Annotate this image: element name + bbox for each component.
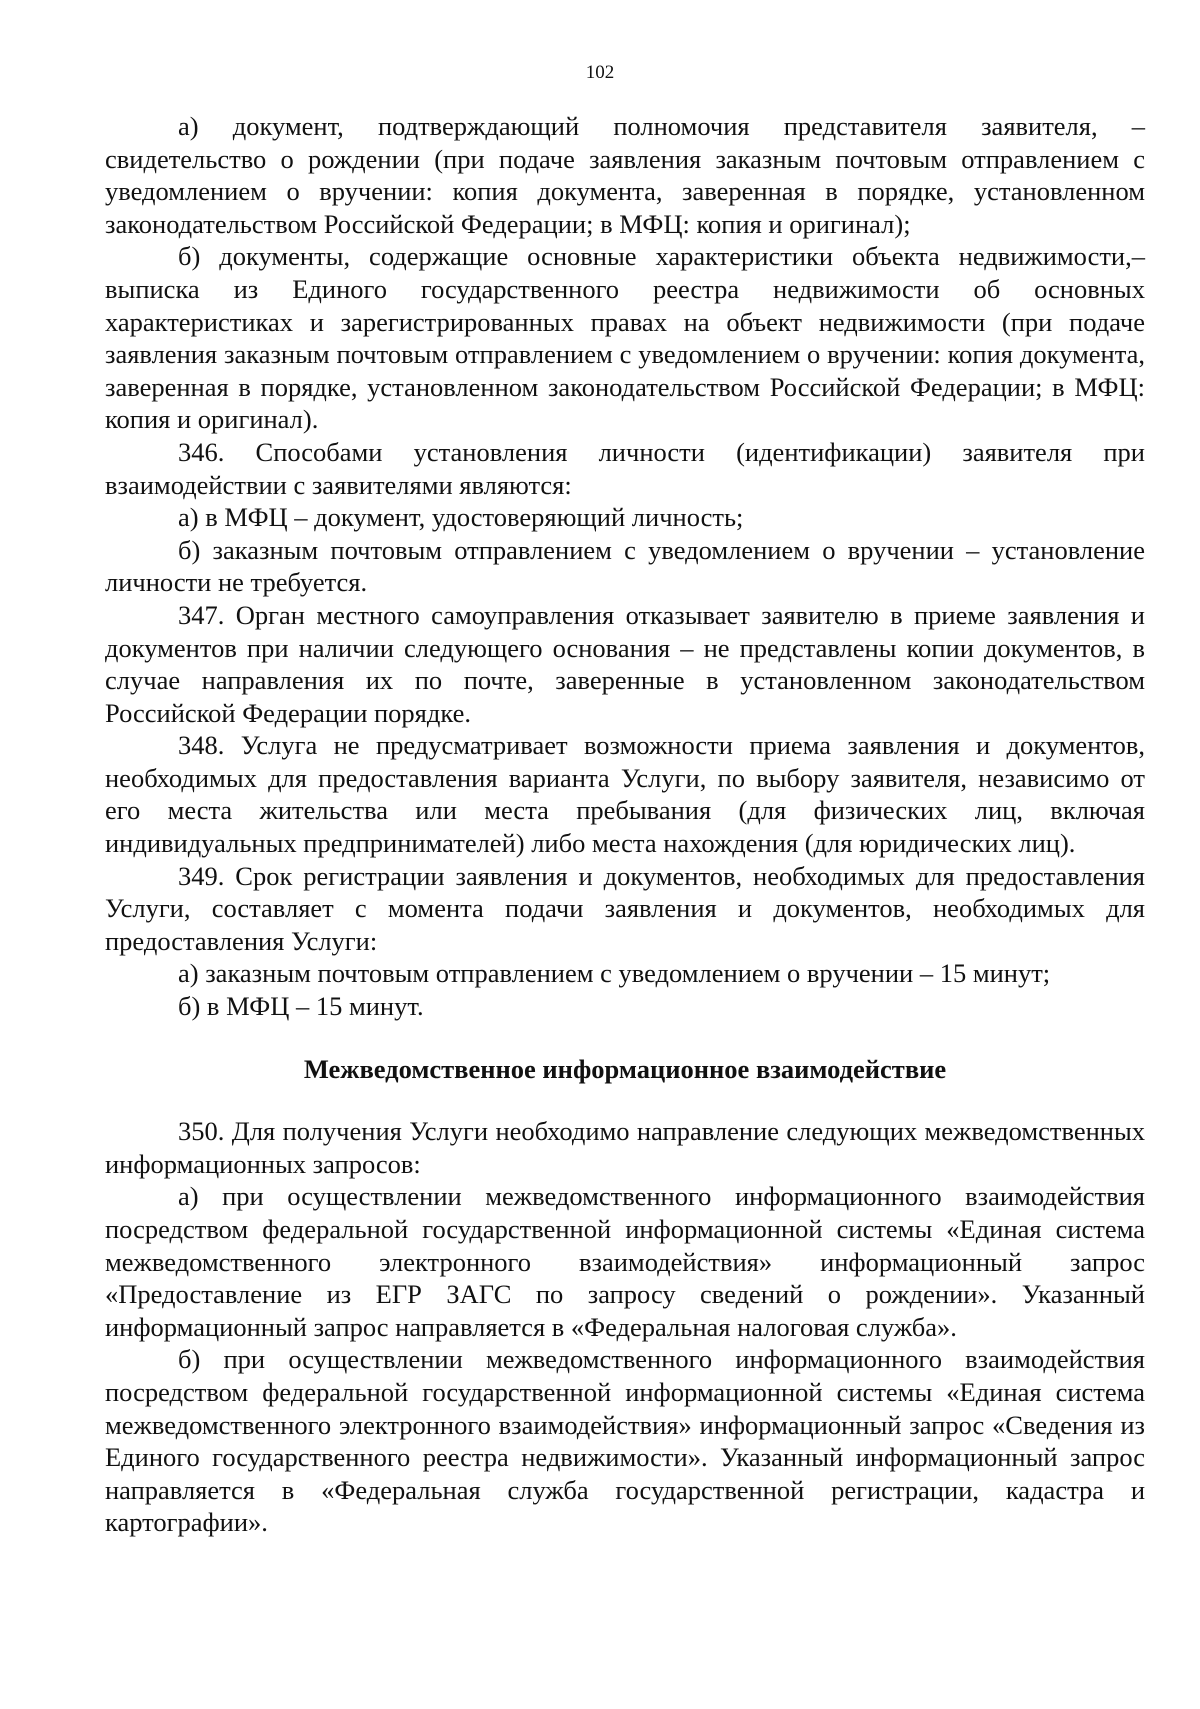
paragraph-346-b: б) заказным почтовым отправлением с уведомлением о вручении – установление личности не требуется. xyxy=(105,534,1145,598)
paragraph-349-a: а) заказным почтовым отправлением с уведомлением о вручении – 15 минут; xyxy=(178,958,1051,989)
paragraph-b-property: б) документы, содержащие основные характеристики объекта недвижимости,– выписка из Единого государственного реестра недвижимости об основных характеристиках и зарегистрированных правах на объект недвижимости (при подаче заявления заказным почтовым отправлением с уведомлением о вручении: копия документа, заверенная в порядке, установленном законодательством Российской Федерации; в МФЦ: копия и оригинал). xyxy=(105,241,1145,435)
paragraph-350: 350. Для получения Услуги необходимо направление следующих межведомственных информационных запросов: xyxy=(105,1116,1145,1179)
paragraph-350-b: б) при осуществлении межведомственного информационного взаимодействия посредством федеральной государственной информационной системы «Единая система межведомственного электронного взаимодействия» информационный запрос «Сведения из Единого государственного реестра недвижимости». Указанный информационный запрос направляется в «Федеральная служба государственной регистрации, кадастра и картографии». xyxy=(105,1344,1145,1538)
document-body xyxy=(105,110,1145,1539)
paragraph-346-a: а) в МФЦ – документ, удостоверяющий личность; xyxy=(178,502,744,533)
paragraph-346: 346. Способами установления личности (идентификации) заявителя при взаимодействии с заявителями являются: xyxy=(105,436,1145,500)
paragraph-349-b: б) в МФЦ – 15 минут. xyxy=(178,991,424,1022)
paragraph-347: 347. Орган местного самоуправления отказывает заявителю в приеме заявления и документов при наличии следующего основания – не представлены копии документов, в случае направления их по почте, заверенные в установленном законодательством Российской Федерации порядке. xyxy=(105,599,1145,728)
paragraph-349: 349. Срок регистрации заявления и документов, необходимых для предоставления Услуги, составляет с момента подачи заявления и документов, необходимых для предоставления Услуги: xyxy=(105,860,1145,956)
paragraph-350-a: а) при осуществлении межведомственного информационного взаимодействия посредством федеральной государственной информационной системы «Единая система межведомственного электронного взаимодействия» информационный запрос «Предоставление из ЕГР ЗАГС по запросу сведений о рождении». Указанный информационный запрос направляется в «Федеральная налоговая служба». xyxy=(105,1181,1145,1342)
paragraph-348: 348. Услуга не предусматривает возможности приема заявления и документов, необходимых для предоставления варианта Услуги, по выбору заявителя, независимо от его места жительства или места пребывания (для физических лиц, включая индивидуальных предпринимателей) либо места нахождения (для юридических лиц). xyxy=(105,730,1145,859)
paragraph-a-representative: а) документ, подтверждающий полномочия представителя заявителя, – свидетельство о рождении (при подаче заявления заказным почтовым отправлением с уведомлением о вручении: копия документа, заверенная в порядке, установленном законодательством Российской Федерации; в МФЦ: копия и оригинал); xyxy=(105,111,1145,239)
section-heading: Межведомственное информационное взаимодействие xyxy=(303,1053,947,1084)
page-number: 102 xyxy=(585,62,615,83)
